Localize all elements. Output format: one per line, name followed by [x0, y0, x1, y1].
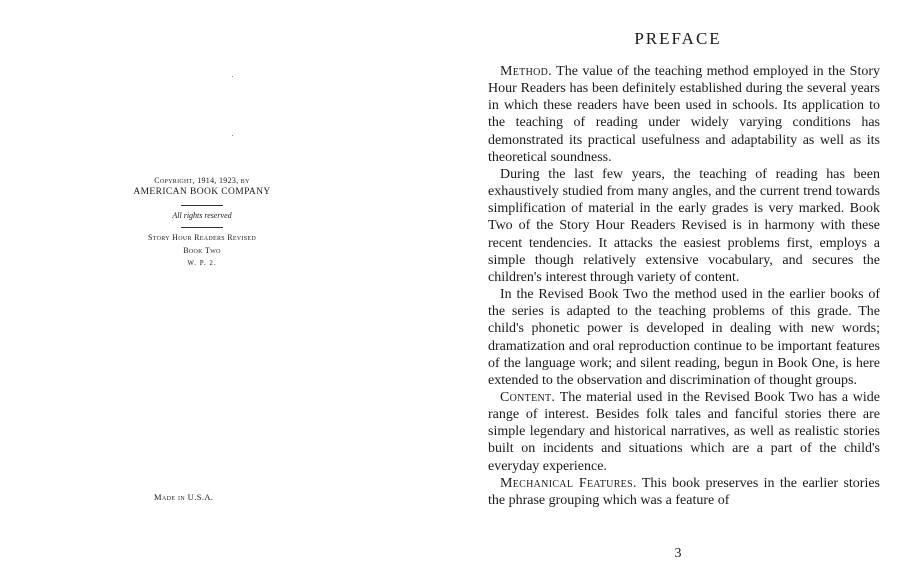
paragraph-mechanical — [488, 475, 880, 509]
paragraph-text: The value of the teaching method employed in the Story Hour Readers has been definitely established during the several years in which these readers have been used in schools. Its application to the teaching of reading under widely varying conditions has demonstrated its practical usefulness and adaptability as well as its theoretical soundness. — [488, 64, 880, 165]
paragraph-revised — [488, 286, 880, 389]
publisher-name: AMERICAN BOOK COMPANY — [133, 187, 271, 197]
paragraph-text: In the Revised Book Two the method used in the earlier books of the series is adapted to the teaching problems of this grade. The child's phonetic power is developed in dealing with new words; dramatization and oral reproduction continue to be important features of the language work; and silent reading, begun in Book One, is here extended to the observation and discrimination of thought groups. — [488, 287, 880, 388]
paragraph-method — [488, 63, 880, 166]
copyright-block — [100, 176, 304, 268]
page-number: 3 — [674, 546, 682, 561]
preface-body — [488, 63, 880, 509]
rights-notice: All rights reserved — [172, 210, 232, 220]
divider-rule — [181, 227, 223, 228]
paragraph-trends — [488, 166, 880, 286]
divider-rule — [181, 205, 223, 206]
paragraph-text: This book preserves in the earlier stories the phrase grouping which was a feature of — [488, 475, 880, 508]
preface-page — [476, 0, 880, 571]
copyright-notice: Copyright, 1914, 1923, by — [154, 176, 250, 185]
paper-speck — [232, 76, 233, 77]
paragraph-content — [488, 389, 880, 475]
run-in-heading: Method. — [500, 64, 552, 79]
paragraph-text: During the last few years, the teaching of reading has been exhaustively studied from many angles, and the current trend towards simplification of material in the early grades is very marked. Book Two of the Story Hour Readers Revised is in harmony with these recent tendencies. It attacks the easiest problems first, employs a simple though relatively extensive vocabulary, and secures the children's interest through variety of content. — [488, 166, 880, 285]
series-title: Story Hour Readers Revised — [148, 232, 256, 242]
run-in-heading: Content. — [500, 389, 556, 405]
page-title: PREFACE — [634, 29, 722, 48]
paper-speck — [232, 135, 233, 136]
copyright-page — [0, 0, 402, 571]
run-in-heading: Mechanical Features. — [500, 475, 637, 491]
paragraph-text: The material used in the Revised Book Two has a wide range of interest. Besides folk tales and fanciful stories there are simple legendary and historical narratives, as well as realistic stories built on incidents and situations which are a part of the child's everyday experience. — [488, 389, 880, 474]
made-in-notice: Made in U.S.A. — [154, 492, 214, 502]
book-title: Book Two — [183, 245, 221, 255]
print-code: W. P. 2. — [187, 258, 217, 267]
